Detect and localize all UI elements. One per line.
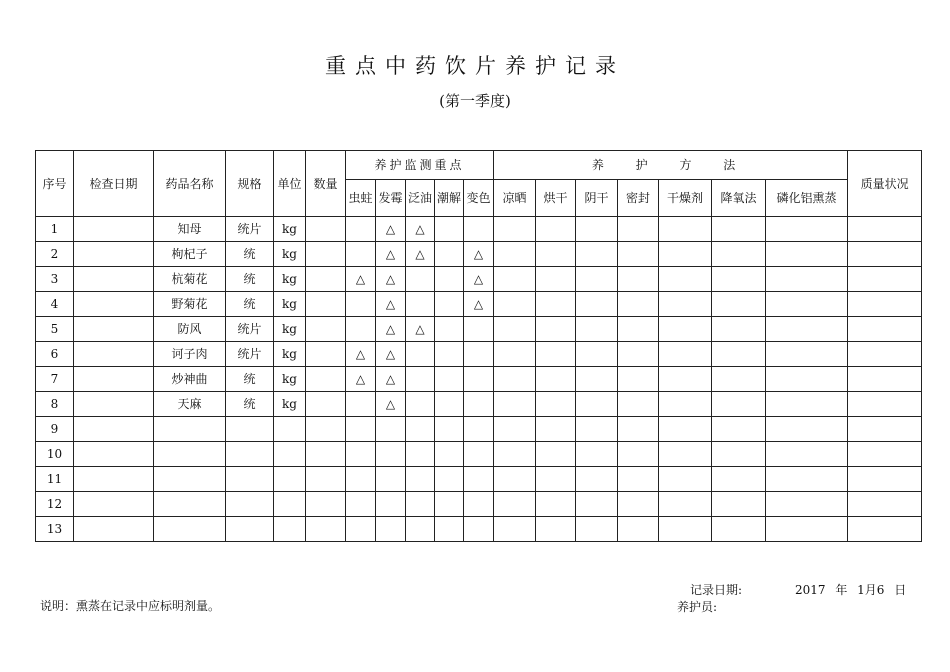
cell-seq: 2 xyxy=(36,242,74,267)
cell-monitor-mark: △ xyxy=(406,217,435,242)
cell-method xyxy=(659,217,712,242)
cell-monitor-mark xyxy=(435,467,464,492)
cell-method xyxy=(659,267,712,292)
cell-method xyxy=(766,442,848,467)
cell-unit xyxy=(274,417,306,442)
cell-quality xyxy=(848,417,922,442)
cell-monitor-mark xyxy=(464,342,494,367)
cell-check-date xyxy=(74,217,154,242)
cell-method xyxy=(618,442,659,467)
cell-check-date xyxy=(74,292,154,317)
cell-monitor-mark: △ xyxy=(346,342,376,367)
cell-drug-name xyxy=(154,417,226,442)
cell-spec: 统 xyxy=(226,242,274,267)
header-monitor-3: 潮解 xyxy=(435,180,464,217)
cell-method xyxy=(576,442,618,467)
header-drug-name: 药品名称 xyxy=(154,151,226,217)
cell-spec: 统 xyxy=(226,367,274,392)
cell-monitor-mark xyxy=(435,292,464,317)
cell-method xyxy=(766,467,848,492)
cell-monitor-mark xyxy=(406,417,435,442)
cell-check-date xyxy=(74,317,154,342)
cell-monitor-mark: △ xyxy=(346,267,376,292)
cell-spec xyxy=(226,417,274,442)
cell-method xyxy=(712,317,766,342)
cell-method xyxy=(766,367,848,392)
cell-seq: 11 xyxy=(36,467,74,492)
cell-monitor-mark xyxy=(464,442,494,467)
cell-quantity xyxy=(306,292,346,317)
cell-monitor-mark xyxy=(406,292,435,317)
cell-monitor-mark xyxy=(376,417,406,442)
cell-method xyxy=(659,392,712,417)
cell-monitor-mark xyxy=(346,492,376,517)
cell-method xyxy=(659,242,712,267)
cell-method xyxy=(494,292,536,317)
cell-spec: 统片 xyxy=(226,217,274,242)
table-row xyxy=(36,217,922,242)
header-seq: 序号 xyxy=(36,151,74,217)
cell-quantity xyxy=(306,217,346,242)
cell-spec: 统片 xyxy=(226,317,274,342)
cell-method xyxy=(659,467,712,492)
cell-seq: 7 xyxy=(36,367,74,392)
cell-method xyxy=(712,292,766,317)
cell-method xyxy=(712,417,766,442)
cell-method xyxy=(618,317,659,342)
cell-drug-name: 野菊花 xyxy=(154,292,226,317)
cell-monitor-mark xyxy=(376,517,406,542)
cell-method xyxy=(712,267,766,292)
header-monitor-2: 泛油 xyxy=(406,180,435,217)
cell-method xyxy=(494,442,536,467)
cell-monitor-mark: △ xyxy=(376,217,406,242)
cell-method xyxy=(536,292,576,317)
cell-quantity xyxy=(306,442,346,467)
cell-seq: 4 xyxy=(36,292,74,317)
header-method-4: 干燥剂 xyxy=(659,180,712,217)
cell-method xyxy=(494,317,536,342)
cell-drug-name xyxy=(154,492,226,517)
cell-spec: 统片 xyxy=(226,342,274,367)
cell-method xyxy=(536,217,576,242)
cell-method xyxy=(712,467,766,492)
table-row xyxy=(36,392,922,417)
header-method-2: 阴干 xyxy=(576,180,618,217)
table-row xyxy=(36,367,922,392)
cell-method xyxy=(576,317,618,342)
cell-monitor-mark xyxy=(435,392,464,417)
header-method-0: 凉晒 xyxy=(494,180,536,217)
cell-monitor-mark xyxy=(464,417,494,442)
cell-method xyxy=(618,267,659,292)
cell-monitor-mark xyxy=(435,442,464,467)
cell-unit xyxy=(274,517,306,542)
cell-method xyxy=(576,367,618,392)
header-monitor-1: 发霉 xyxy=(376,180,406,217)
cell-method xyxy=(618,492,659,517)
cell-spec: 统 xyxy=(226,267,274,292)
table-row xyxy=(36,517,922,542)
cell-check-date xyxy=(74,242,154,267)
cell-quantity xyxy=(306,242,346,267)
cell-method xyxy=(766,292,848,317)
cell-method xyxy=(766,267,848,292)
table-row xyxy=(36,467,922,492)
cell-seq: 10 xyxy=(36,442,74,467)
page-subtitle: (第一季度) xyxy=(439,92,511,110)
cell-monitor-mark: △ xyxy=(464,292,494,317)
cell-method xyxy=(494,492,536,517)
cell-method xyxy=(576,242,618,267)
cell-monitor-mark xyxy=(346,217,376,242)
cell-seq: 1 xyxy=(36,217,74,242)
cell-check-date xyxy=(74,367,154,392)
cell-monitor-mark xyxy=(346,517,376,542)
cell-monitor-mark xyxy=(346,442,376,467)
cell-method xyxy=(766,242,848,267)
cell-seq: 8 xyxy=(36,392,74,417)
cell-seq: 13 xyxy=(36,517,74,542)
cell-method xyxy=(576,342,618,367)
cell-monitor-mark xyxy=(406,342,435,367)
cell-monitor-mark: △ xyxy=(376,267,406,292)
header-method-group: 养 护 方 法 xyxy=(494,151,848,180)
cell-method xyxy=(536,492,576,517)
cell-method xyxy=(618,342,659,367)
cell-method xyxy=(618,467,659,492)
cell-method xyxy=(536,467,576,492)
cell-monitor-mark: △ xyxy=(376,367,406,392)
cell-check-date xyxy=(74,267,154,292)
cell-method xyxy=(536,267,576,292)
cell-method xyxy=(618,242,659,267)
cell-quality xyxy=(848,217,922,242)
cell-method xyxy=(766,392,848,417)
cell-monitor-mark: △ xyxy=(376,317,406,342)
cell-method xyxy=(536,442,576,467)
cell-quality xyxy=(848,517,922,542)
cell-method xyxy=(618,417,659,442)
cell-monitor-mark xyxy=(464,367,494,392)
header-quantity: 数量 xyxy=(306,151,346,217)
cell-monitor-mark xyxy=(406,367,435,392)
cell-unit: kg xyxy=(274,217,306,242)
table-row xyxy=(36,442,922,467)
cell-method xyxy=(494,392,536,417)
cell-quality xyxy=(848,267,922,292)
cell-unit: kg xyxy=(274,292,306,317)
cell-monitor-mark: △ xyxy=(376,392,406,417)
cell-quality xyxy=(848,442,922,467)
cell-method xyxy=(766,517,848,542)
cell-monitor-mark: △ xyxy=(464,267,494,292)
cell-check-date xyxy=(74,492,154,517)
cell-method xyxy=(618,517,659,542)
cell-method xyxy=(576,467,618,492)
cell-method xyxy=(576,217,618,242)
cell-monitor-mark xyxy=(346,417,376,442)
cell-method xyxy=(659,367,712,392)
cell-seq: 9 xyxy=(36,417,74,442)
cell-monitor-mark xyxy=(464,392,494,417)
cell-method xyxy=(576,492,618,517)
cell-monitor-mark xyxy=(464,217,494,242)
cell-monitor-mark xyxy=(346,292,376,317)
cell-drug-name: 炒神曲 xyxy=(154,367,226,392)
cell-method xyxy=(536,367,576,392)
footer-note: 说明：熏蒸在记录中应标明剂量。 xyxy=(40,599,221,613)
cell-monitor-mark xyxy=(464,467,494,492)
cell-monitor-mark xyxy=(376,467,406,492)
cell-method xyxy=(536,517,576,542)
cell-method xyxy=(494,517,536,542)
cell-monitor-mark xyxy=(346,317,376,342)
cell-quantity xyxy=(306,492,346,517)
header-method-6: 磷化铝熏蒸 xyxy=(766,180,848,217)
cell-spec: 统 xyxy=(226,392,274,417)
cell-monitor-mark xyxy=(435,367,464,392)
cell-method xyxy=(618,292,659,317)
cell-method xyxy=(659,342,712,367)
table-row xyxy=(36,292,922,317)
cell-quantity xyxy=(306,342,346,367)
header-monitor-4: 变色 xyxy=(464,180,494,217)
cell-method xyxy=(712,367,766,392)
cell-quantity xyxy=(306,517,346,542)
cell-method xyxy=(618,217,659,242)
cell-method xyxy=(712,342,766,367)
cell-method xyxy=(659,317,712,342)
cell-method xyxy=(494,242,536,267)
cell-quality xyxy=(848,367,922,392)
cell-method xyxy=(494,367,536,392)
cell-drug-name: 天麻 xyxy=(154,392,226,417)
cell-spec xyxy=(226,467,274,492)
cell-monitor-mark xyxy=(376,492,406,517)
page-title: 重点中药饮片养护记录 xyxy=(325,54,625,78)
cell-quality xyxy=(848,242,922,267)
table-row xyxy=(36,342,922,367)
cell-check-date xyxy=(74,417,154,442)
cell-method xyxy=(536,242,576,267)
cell-method xyxy=(659,442,712,467)
cell-monitor-mark xyxy=(376,442,406,467)
cell-monitor-mark xyxy=(346,242,376,267)
cell-drug-name: 知母 xyxy=(154,217,226,242)
cell-method xyxy=(576,267,618,292)
cell-method xyxy=(659,492,712,517)
cell-method xyxy=(494,467,536,492)
cell-monitor-mark xyxy=(435,417,464,442)
header-spec: 规格 xyxy=(226,151,274,217)
cell-unit: kg xyxy=(274,317,306,342)
table-row xyxy=(36,417,922,442)
cell-check-date xyxy=(74,342,154,367)
cell-quantity xyxy=(306,417,346,442)
cell-monitor-mark xyxy=(406,267,435,292)
cell-quality xyxy=(848,317,922,342)
cell-method xyxy=(766,492,848,517)
cell-method xyxy=(659,292,712,317)
cell-drug-name: 诃子肉 xyxy=(154,342,226,367)
cell-method xyxy=(536,342,576,367)
cell-method xyxy=(712,392,766,417)
cell-monitor-mark: △ xyxy=(346,367,376,392)
cell-monitor-mark xyxy=(464,492,494,517)
cell-monitor-mark xyxy=(464,517,494,542)
cell-method xyxy=(576,292,618,317)
cell-quality xyxy=(848,392,922,417)
header-quality: 质量状况 xyxy=(848,151,922,217)
table-row xyxy=(36,317,922,342)
cell-method xyxy=(576,517,618,542)
cell-monitor-mark xyxy=(406,467,435,492)
cell-monitor-mark: △ xyxy=(406,242,435,267)
cell-monitor-mark: △ xyxy=(376,242,406,267)
cell-quantity xyxy=(306,267,346,292)
cell-quantity xyxy=(306,317,346,342)
header-unit: 单位 xyxy=(274,151,306,217)
cell-method xyxy=(712,517,766,542)
cell-unit: kg xyxy=(274,267,306,292)
cell-monitor-mark xyxy=(406,392,435,417)
cell-monitor-mark xyxy=(435,217,464,242)
cell-method xyxy=(766,317,848,342)
cell-drug-name xyxy=(154,517,226,542)
cell-monitor-mark xyxy=(406,517,435,542)
cell-monitor-mark xyxy=(346,467,376,492)
cell-monitor-mark xyxy=(435,492,464,517)
cell-quantity xyxy=(306,467,346,492)
cell-quantity xyxy=(306,392,346,417)
header-method-1: 烘干 xyxy=(536,180,576,217)
cell-spec xyxy=(226,492,274,517)
cell-drug-name xyxy=(154,442,226,467)
header-monitor-group: 养护监测重点 xyxy=(346,151,494,180)
cell-method xyxy=(494,342,536,367)
cell-method xyxy=(712,442,766,467)
record-date-label: 记录日期: xyxy=(690,583,743,597)
cell-monitor-mark xyxy=(406,492,435,517)
cell-seq: 3 xyxy=(36,267,74,292)
cell-drug-name: 防风 xyxy=(154,317,226,342)
record-date-value: 2017 年 1月6 日 xyxy=(795,583,907,597)
cell-seq: 5 xyxy=(36,317,74,342)
table-row xyxy=(36,242,922,267)
cell-method xyxy=(494,417,536,442)
header-method-3: 密封 xyxy=(618,180,659,217)
cell-monitor-mark xyxy=(435,267,464,292)
cell-spec xyxy=(226,442,274,467)
cell-method xyxy=(712,242,766,267)
cell-method xyxy=(618,392,659,417)
cell-method xyxy=(536,392,576,417)
cell-method xyxy=(659,417,712,442)
cell-monitor-mark xyxy=(464,317,494,342)
cell-monitor-mark: △ xyxy=(464,242,494,267)
cell-seq: 12 xyxy=(36,492,74,517)
cell-quality xyxy=(848,467,922,492)
cell-method xyxy=(536,417,576,442)
table-row xyxy=(36,267,922,292)
cell-monitor-mark xyxy=(435,517,464,542)
header-method-5: 降氧法 xyxy=(712,180,766,217)
cell-method xyxy=(712,217,766,242)
cell-method xyxy=(659,517,712,542)
cell-method xyxy=(766,417,848,442)
cell-drug-name xyxy=(154,467,226,492)
cell-method xyxy=(766,342,848,367)
table-row xyxy=(36,492,922,517)
cell-check-date xyxy=(74,517,154,542)
keeper-label: 养护员: xyxy=(677,600,718,614)
cell-method xyxy=(766,217,848,242)
header-monitor-0: 虫蛀 xyxy=(346,180,376,217)
cell-drug-name: 杭菊花 xyxy=(154,267,226,292)
cell-unit: kg xyxy=(274,242,306,267)
cell-unit xyxy=(274,492,306,517)
maintenance-record-table xyxy=(35,150,922,542)
cell-method xyxy=(712,492,766,517)
cell-monitor-mark: △ xyxy=(406,317,435,342)
cell-unit: kg xyxy=(274,342,306,367)
cell-method xyxy=(618,367,659,392)
cell-unit: kg xyxy=(274,392,306,417)
cell-check-date xyxy=(74,442,154,467)
cell-quality xyxy=(848,342,922,367)
cell-unit: kg xyxy=(274,367,306,392)
cell-method xyxy=(536,317,576,342)
cell-quality xyxy=(848,492,922,517)
cell-monitor-mark xyxy=(435,317,464,342)
cell-spec xyxy=(226,517,274,542)
cell-unit xyxy=(274,442,306,467)
cell-monitor-mark xyxy=(406,442,435,467)
cell-spec: 统 xyxy=(226,292,274,317)
cell-drug-name: 枸杞子 xyxy=(154,242,226,267)
cell-quality xyxy=(848,292,922,317)
cell-monitor-mark xyxy=(346,392,376,417)
cell-method xyxy=(576,417,618,442)
cell-seq: 6 xyxy=(36,342,74,367)
cell-monitor-mark xyxy=(435,242,464,267)
header-check-date: 检查日期 xyxy=(74,151,154,217)
cell-check-date xyxy=(74,392,154,417)
cell-method xyxy=(494,267,536,292)
cell-check-date xyxy=(74,467,154,492)
cell-unit xyxy=(274,467,306,492)
cell-method xyxy=(494,217,536,242)
cell-quantity xyxy=(306,367,346,392)
cell-monitor-mark xyxy=(435,342,464,367)
cell-monitor-mark: △ xyxy=(376,292,406,317)
cell-monitor-mark: △ xyxy=(376,342,406,367)
cell-method xyxy=(576,392,618,417)
